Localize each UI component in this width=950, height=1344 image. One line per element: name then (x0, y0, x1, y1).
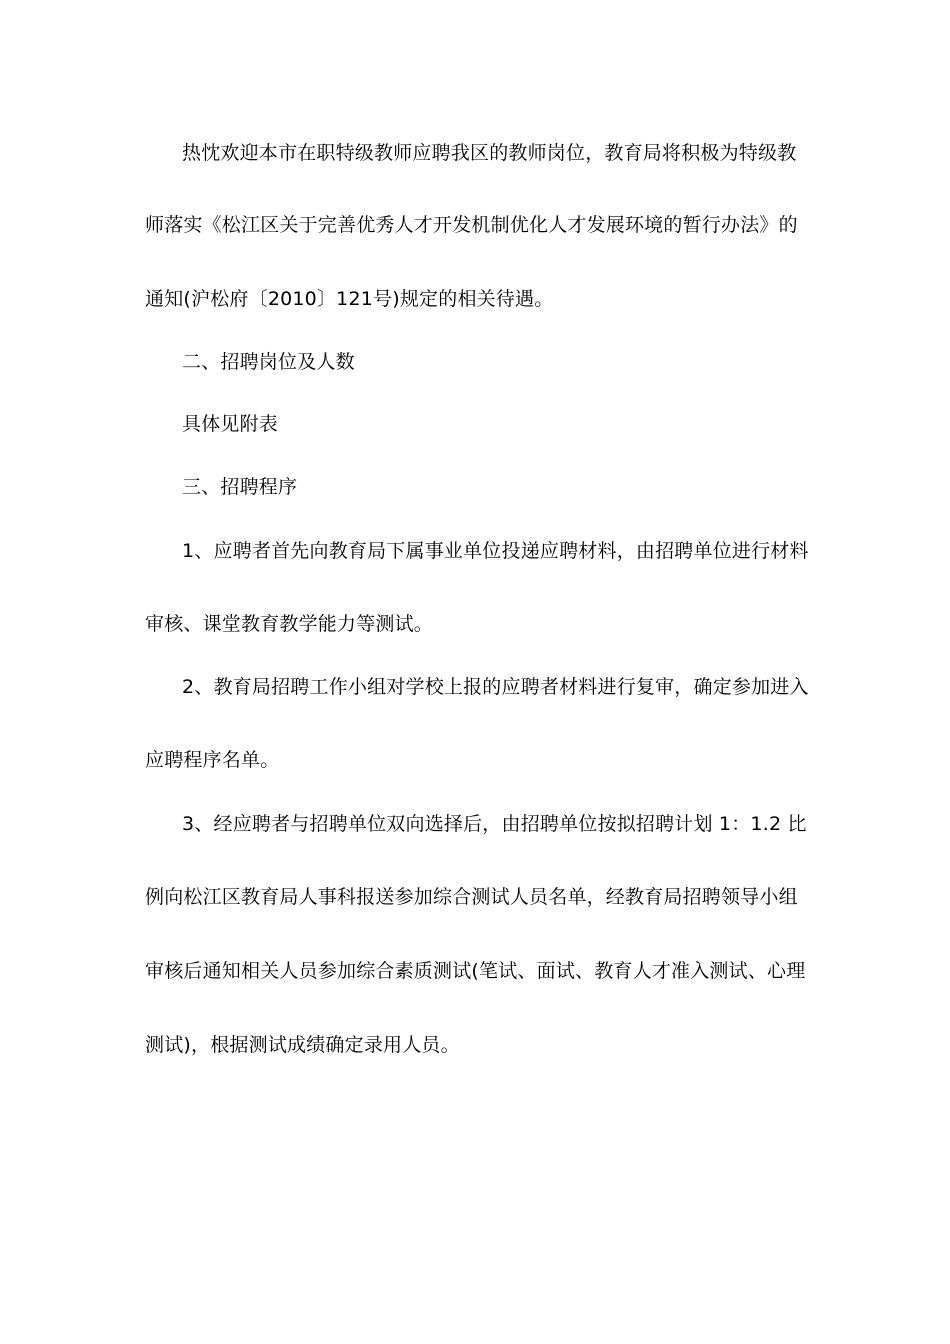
paragraph-line: 具体见附表 (182, 413, 279, 435)
list-item-line: 审核、课堂教育教学能力等测试。 (145, 613, 434, 635)
paragraph-line: 师落实《松江区关于完善优秀人才开发机制优化人才发展环境的暂行办法》的 (145, 214, 798, 236)
list-item-line: 审核后通知相关人员参加综合素质测试(笔试、面试、教育人才准入测试、心理 (145, 960, 806, 982)
list-item-line: 3、经应聘者与招聘单位双向选择后，由招聘单位按拟招聘计划 1：1.2 比 (182, 813, 807, 835)
list-item-line: 1、应聘者首先向教育局下属事业单位投递应聘材料，由招聘单位进行材料 (182, 540, 809, 562)
section-heading: 三、招聘程序 (182, 476, 298, 498)
list-item-line: 应聘程序名单。 (145, 749, 280, 771)
list-item-line: 测试)，根据测试成绩确定录用人员。 (145, 1034, 460, 1056)
list-item-line: 2、教育局招聘工作小组对学校上报的应聘者材料进行复审，确定参加进入 (182, 676, 809, 698)
paragraph-line: 通知(沪松府〔2010〕121号)规定的相关待遇。 (145, 288, 554, 310)
list-item-line: 例向松江区教育局人事科报送参加综合测试人员名单，经教育局招聘领导小组 (145, 886, 798, 908)
paragraph-line: 热忱欢迎本市在职特级教师应聘我区的教师岗位，教育局将积极为特级教 (182, 142, 797, 164)
section-heading: 二、招聘岗位及人数 (182, 351, 355, 373)
